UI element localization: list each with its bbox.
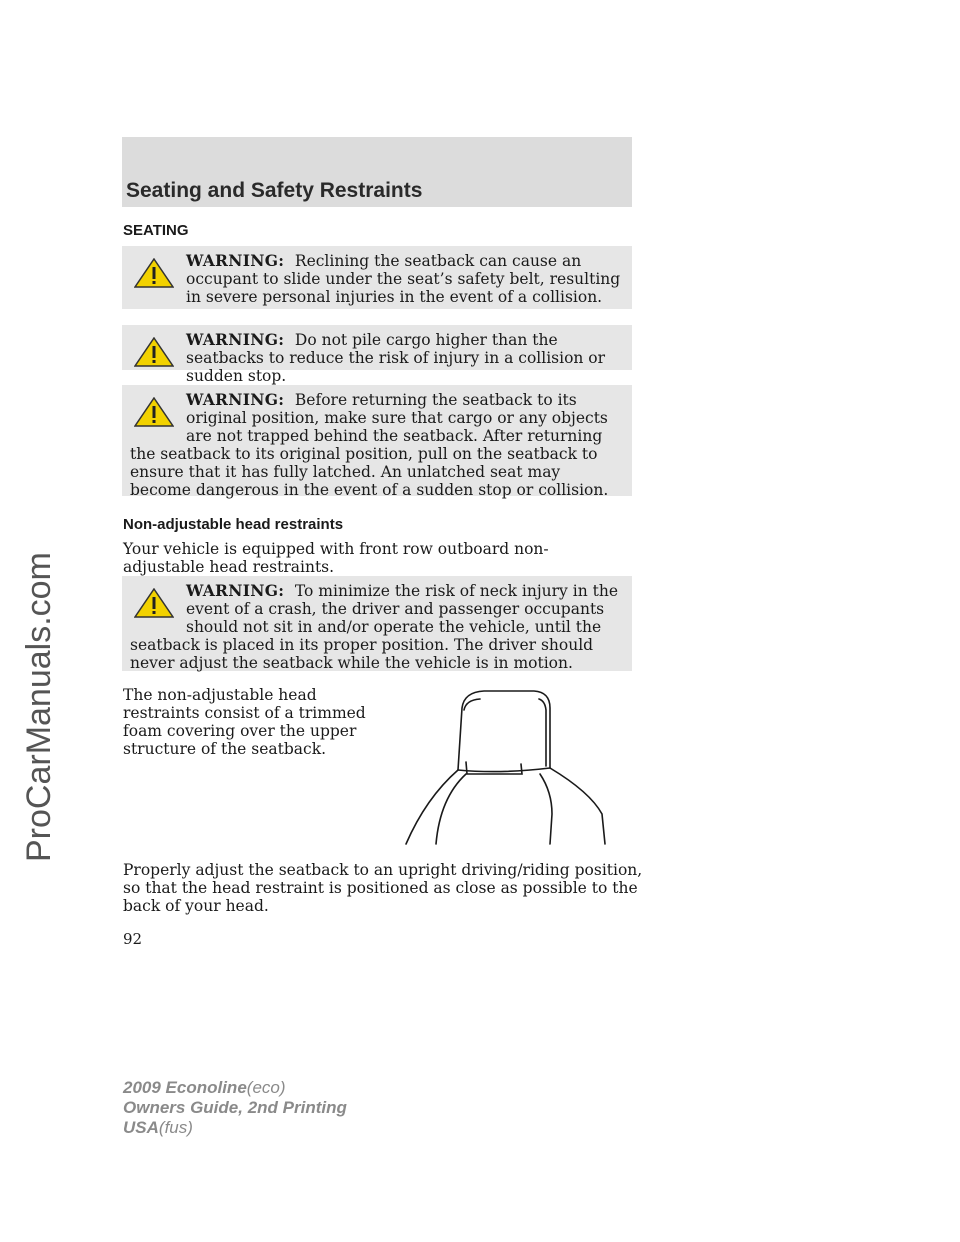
warning-text: Reclining the seatback can cause an occupant to slide under the seat’s safety belt, resulting in severe personal injuries in the event of a collision.: [186, 252, 621, 306]
warning-box: [122, 576, 632, 671]
consist-paragraph: The non-adjustable head restraints consist of a trimmed foam covering over the upper structure of the seatback.: [123, 686, 366, 758]
warning-text: Do not pile cargo higher than the seatbacks to reduce the risk of injury in a collision or sudden stop.: [186, 331, 606, 385]
footer-model: 2009 Econoline: [123, 1078, 247, 1097]
warning-label: WARNING:: [186, 251, 290, 270]
warning-box: [122, 385, 632, 499]
warning-label: WARNING:: [186, 581, 290, 600]
warning-triangle-icon: [134, 258, 174, 288]
footer: [123, 1078, 347, 1138]
warning-box: [122, 246, 632, 309]
footer-market-code: (fus): [158, 1118, 193, 1137]
page-number: 92: [123, 930, 143, 948]
warning-triangle-icon: [134, 588, 174, 618]
warning-label: WARNING:: [186, 390, 290, 409]
watermark-text: ProCarManuals.com: [20, 552, 58, 862]
warning-triangle-icon: [134, 337, 174, 367]
seating-heading: SEATING: [123, 222, 189, 239]
head-restraint-illustration: [400, 688, 612, 846]
warning-text: Before returning the seatback to its original position, make sure that cargo or any objects are not trapped behind the seatback. After returning the seatback to its original position, pull on the seatback to ensure that it has fully latched. An unlatched seat may become dangerous in the event of a sudden stop or collision.: [130, 391, 609, 499]
warning-triangle-icon: [134, 397, 174, 427]
adjust-paragraph: Properly adjust the seatback to an upright driving/riding position, so that the head restraint is positioned as close as possible to the back of your head.: [123, 861, 643, 915]
equipped-paragraph: Your vehicle is equipped with front row outboard non-adjustable head restraints.: [123, 540, 549, 576]
watermark: [0, 0, 60, 1242]
footer-market: USA: [123, 1118, 159, 1137]
head-restraints-heading: Non-adjustable head restraints: [123, 516, 344, 533]
warning-text: To minimize the risk of neck injury in the event of a crash, the driver and passenger occupants should not sit in and/or operate the vehicle, until the seatback is placed in its proper position. The driver should never adjust the seatback while the vehicle is in motion.: [130, 582, 618, 672]
warning-label: WARNING:: [186, 330, 290, 349]
warning-box: [122, 325, 632, 385]
page-title: Seating and Safety Restraints: [126, 179, 423, 202]
section-header-band: [122, 137, 632, 207]
footer-guide: Owners Guide, 2nd Printing: [123, 1098, 347, 1117]
footer-model-code: (eco): [246, 1078, 286, 1097]
